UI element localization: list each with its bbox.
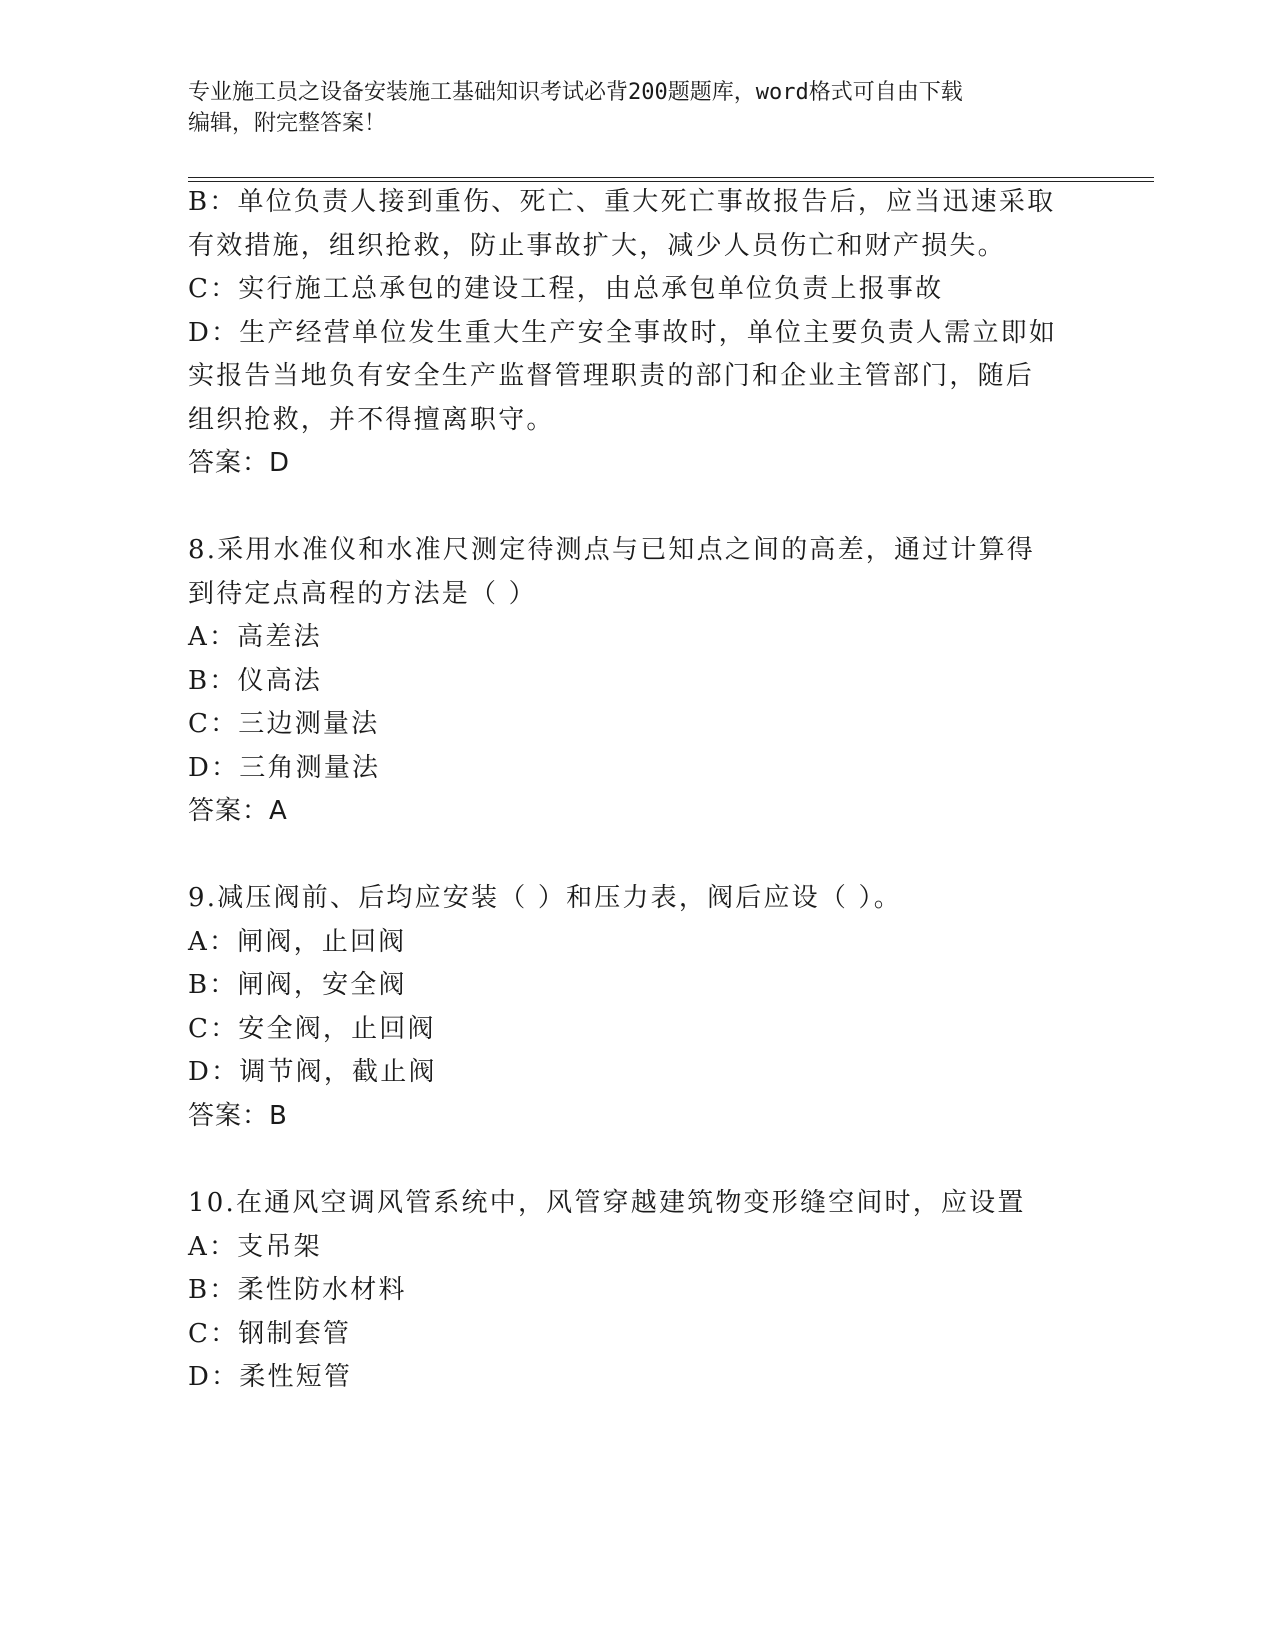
prev-option-c: C：实行施工总承包的建设工程，由总承包单位负责上报事故 <box>188 274 944 304</box>
document-title-line-1: 专业施工员之设备安装施工基础知识考试必背200题题库，word格式可自由下载 <box>188 80 963 105</box>
q8-stem-line-2: 到待定点高程的方法是（ ） <box>188 579 537 609</box>
header-divider-top <box>188 177 1154 178</box>
document-title-line-2: 编辑，附完整答案！ <box>188 111 387 136</box>
q10-option-c: C：钢制套管 <box>188 1319 352 1349</box>
prev-option-d-line-2: 实报告当地负有安全生产监督管理职责的部门和企业主管部门，随后 <box>188 361 1035 391</box>
q8-option-d: D：三角测量法 <box>188 753 381 783</box>
q8-answer: 答案：A <box>188 796 288 826</box>
q8-option-b: B：仪高法 <box>188 666 323 696</box>
prev-answer: 答案：D <box>188 448 291 478</box>
prev-option-d-line-3: 组织抢救，并不得擅离职守。 <box>188 405 555 435</box>
prev-option-b-line-1: B：单位负责人接到重伤、死亡、重大死亡事故报告后，应当迅速采取 <box>188 187 1056 217</box>
q9-option-a: A：闸阀，止回阀 <box>188 927 407 957</box>
q9-option-c: C：安全阀，止回阀 <box>188 1014 436 1044</box>
q9-option-b: B：闸阀，安全阀 <box>188 970 407 1000</box>
q9-answer: 答案：B <box>188 1101 288 1131</box>
q10-option-a: A：支吊架 <box>188 1232 322 1262</box>
q10-option-b: B：柔性防水材料 <box>188 1275 407 1305</box>
q8-stem-line-1: 8.采用水准仪和水准尺测定待测点与已知点之间的高差，通过计算得 <box>188 535 1036 565</box>
prev-option-d-line-1: D：生产经营单位发生重大生产安全事故时，单位主要负责人需立即如 <box>188 318 1058 348</box>
q8-option-a: A：高差法 <box>188 622 322 652</box>
q9-option-d: D：调节阀，截止阀 <box>188 1057 437 1087</box>
prev-option-b-line-2: 有效措施，组织抢救，防止事故扩大，减少人员伤亡和财产损失。 <box>188 231 1006 261</box>
q10-option-d: D：柔性短管 <box>188 1362 353 1392</box>
q10-stem: 10.在通风空调风管系统中，风管穿越建筑物变形缝空间时，应设置 <box>188 1188 1026 1218</box>
header-divider-bottom <box>188 181 1154 182</box>
q8-option-c: C：三边测量法 <box>188 709 380 739</box>
q9-stem: 9.减压阀前、后均应安装（ ）和压力表，阀后应设（ ）。 <box>188 883 902 913</box>
